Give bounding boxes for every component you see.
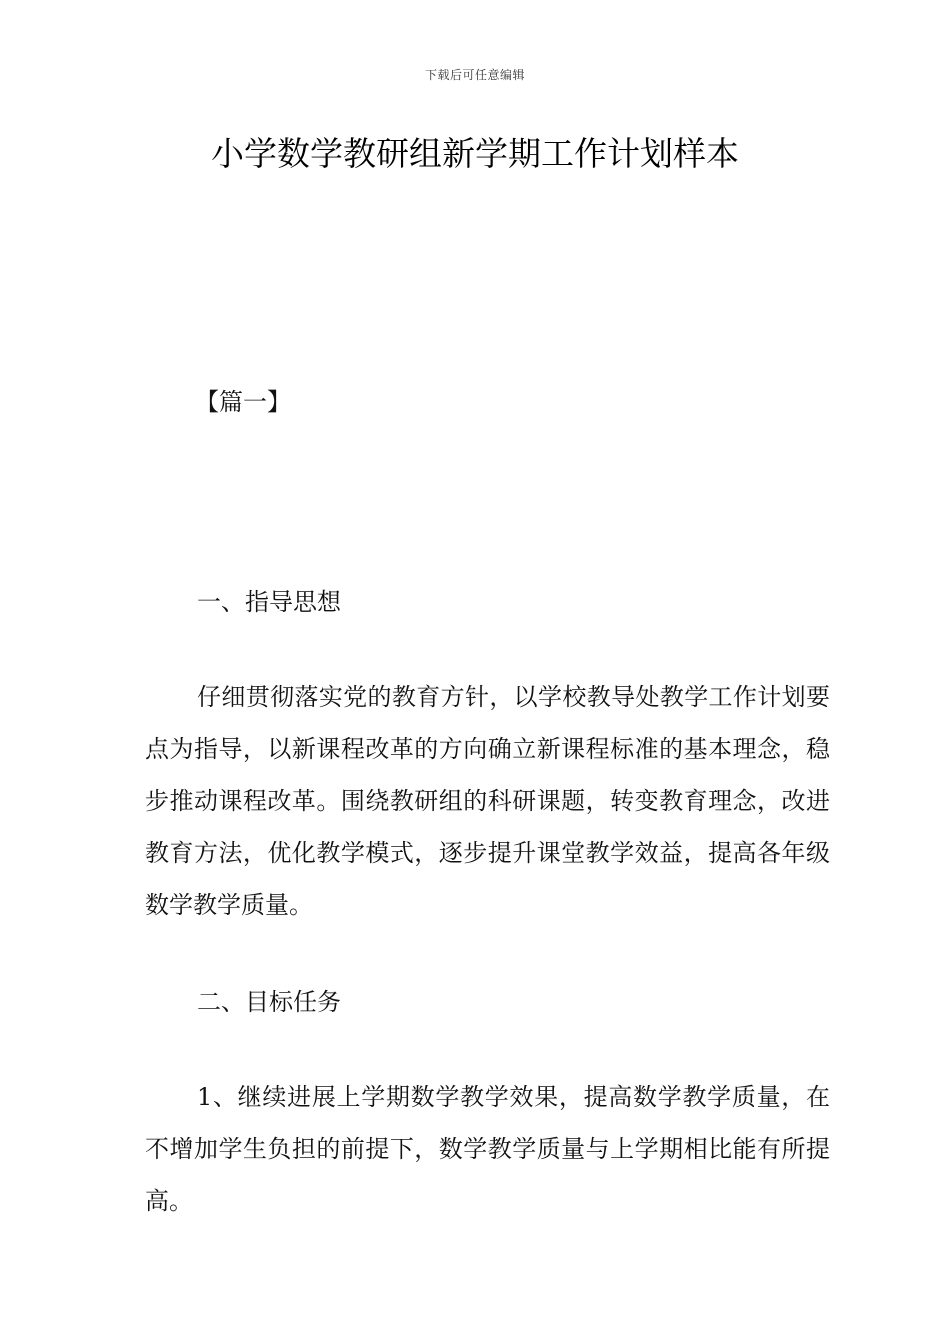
- part-label: 【篇一】: [195, 388, 291, 416]
- section-paragraph-guiding-thought: 仔细贯彻落实党的教育方针，以学校教导处教学工作计划要点为指导，以新课程改革的方向确立新课程标准的基本理念，稳步推动课程改革。围绕教研组的科研课题，转变教育理念，改进教育方法，优化教学模式，逐步提升课堂教学效益，提高各年级数学教学质量。: [145, 683, 830, 919]
- document-title: 小学数学教研组新学期工作计划样本: [211, 134, 739, 173]
- header-note: 下载后可任意编辑: [424, 68, 525, 82]
- section-paragraph-goals-tasks: 1、继续进展上学期数学教学效果，提高数学教学质量，在不增加学生负担的前提下，数学教学质量与上学期相比能有所提高。: [145, 1083, 830, 1215]
- section-heading-goals-tasks: 二、目标任务: [197, 988, 341, 1016]
- section-heading-guiding-thought: 一、指导思想: [197, 588, 341, 616]
